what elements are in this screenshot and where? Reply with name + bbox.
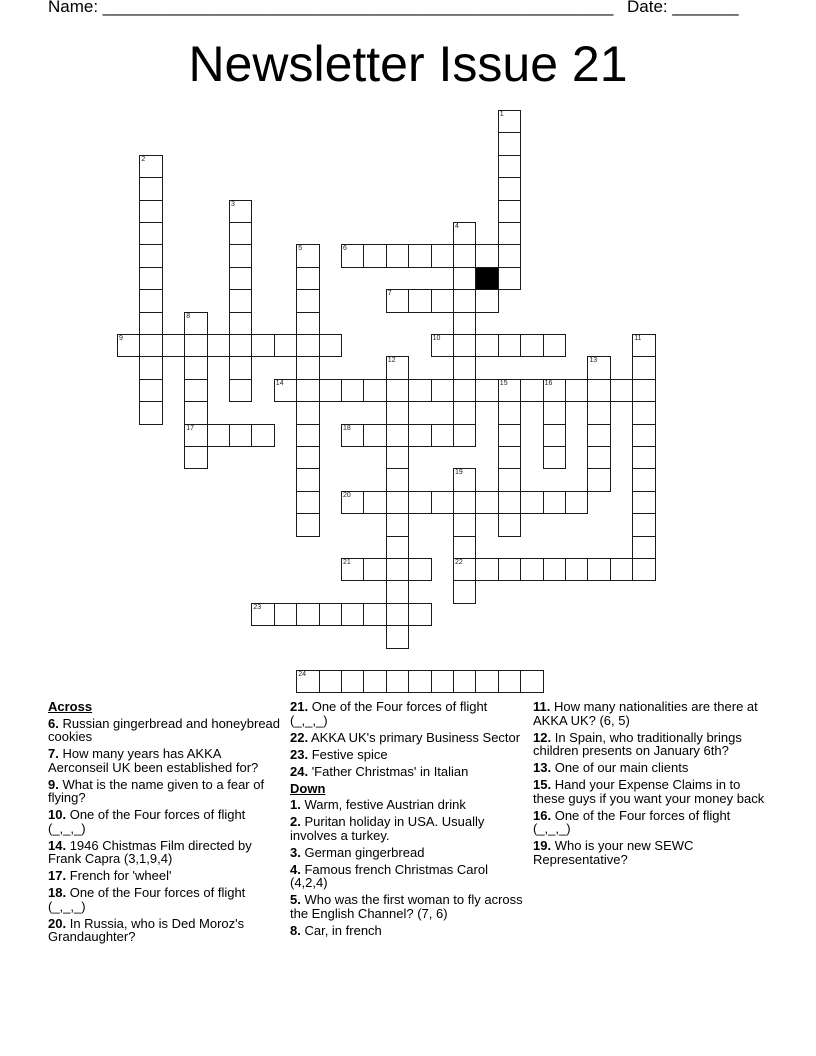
grid-cell[interactable] xyxy=(408,289,431,312)
grid-cell[interactable] xyxy=(543,379,566,402)
page-title: Newsletter Issue 21 xyxy=(188,36,628,92)
clue-number: 19 xyxy=(455,469,463,477)
grid-cell[interactable] xyxy=(498,468,521,491)
grid-cell[interactable] xyxy=(498,222,521,245)
grid-cell[interactable] xyxy=(543,558,566,581)
grid-cell[interactable] xyxy=(431,491,454,514)
grid-cell[interactable] xyxy=(296,670,319,693)
grid-cell[interactable] xyxy=(632,446,655,469)
clue-number: 10 xyxy=(432,335,441,342)
grid-cell[interactable] xyxy=(386,468,409,491)
grid-cell[interactable] xyxy=(139,312,162,335)
grid-cell[interactable] xyxy=(475,244,498,267)
grid-cell[interactable] xyxy=(207,424,230,447)
grid-cell[interactable] xyxy=(386,491,409,514)
clue-column-3 xyxy=(533,700,768,870)
grid-cell[interactable] xyxy=(386,513,409,536)
clue-number: 22 xyxy=(455,559,463,566)
grid-cell[interactable] xyxy=(408,491,431,514)
clue-number: 14 xyxy=(275,379,284,387)
grid-cell[interactable] xyxy=(520,334,543,357)
grid-cell[interactable] xyxy=(229,267,252,290)
grid-cell[interactable] xyxy=(184,379,207,402)
grid-cell[interactable] xyxy=(610,558,633,581)
grid-cell[interactable] xyxy=(207,334,230,357)
clue-across-9: 9. What is the name given to a fear of flying? xyxy=(48,776,265,805)
grid-cell[interactable] xyxy=(543,401,566,424)
grid-cell[interactable] xyxy=(498,267,521,290)
grid-cell[interactable] xyxy=(587,558,610,581)
grid-cell[interactable] xyxy=(543,446,566,469)
clue-across-23: 23. Festive spice xyxy=(290,746,388,762)
grid-cell[interactable] xyxy=(386,244,409,267)
grid-cell[interactable] xyxy=(543,491,566,514)
grid-cell[interactable] xyxy=(296,491,319,514)
grid-cell[interactable] xyxy=(184,401,207,424)
grid-cell[interactable] xyxy=(363,491,386,514)
grid-cell[interactable] xyxy=(632,356,655,379)
grid-cell[interactable] xyxy=(498,446,521,469)
grid-cell[interactable] xyxy=(610,379,633,402)
clue-across-20: 20. In Russia, who is Ded Moroz's Grandaughter? xyxy=(48,915,245,944)
grid-cell[interactable] xyxy=(475,670,498,693)
grid-cell[interactable] xyxy=(139,177,162,200)
grid-cell[interactable] xyxy=(386,379,409,402)
grid-cell[interactable] xyxy=(296,289,319,312)
clue-across-10: 10. One of the Four forces of flight (_,_,_) xyxy=(48,807,246,836)
grid-cell[interactable] xyxy=(431,424,454,447)
grid-cell[interactable] xyxy=(139,244,162,267)
grid-cell[interactable] xyxy=(520,558,543,581)
grid-cell[interactable] xyxy=(184,446,207,469)
grid-cell[interactable] xyxy=(251,424,274,447)
grid-cell[interactable] xyxy=(386,603,409,626)
grid-cell[interactable] xyxy=(319,334,342,357)
grid-cell[interactable] xyxy=(431,289,454,312)
grid-cell[interactable] xyxy=(475,491,498,514)
grid-cell[interactable] xyxy=(453,424,476,447)
grid-cell[interactable] xyxy=(229,424,252,447)
grid-cell[interactable] xyxy=(498,491,521,514)
grid-cell[interactable] xyxy=(363,379,386,402)
grid-cell[interactable] xyxy=(453,222,476,245)
grid-cell[interactable] xyxy=(431,670,454,693)
grid-cell[interactable] xyxy=(498,132,521,155)
grid-cell[interactable] xyxy=(274,603,297,626)
grid-cell[interactable] xyxy=(587,424,610,447)
clue-down-8: 8. Car, in french xyxy=(290,922,382,938)
grid-cell[interactable] xyxy=(632,513,655,536)
grid-cell[interactable] xyxy=(296,424,319,447)
grid-cell[interactable] xyxy=(274,379,297,402)
grid-cell[interactable] xyxy=(431,244,454,267)
grid-cell[interactable] xyxy=(498,670,521,693)
grid-cell[interactable] xyxy=(453,513,476,536)
grid-cell[interactable] xyxy=(498,558,521,581)
grid-cell[interactable] xyxy=(229,289,252,312)
clue-across-7: 7. How many years has AKKA Aerconseil UK been established for? xyxy=(48,746,259,775)
grid-cell[interactable] xyxy=(319,603,342,626)
clue-down-12: 12. In Spain, who traditionally brings children presents on January 6th? xyxy=(533,729,742,758)
grid-cell[interactable] xyxy=(453,401,476,424)
clue-down-11: 11. How many nationalities are there at AKKA UK? (6, 5) xyxy=(533,699,758,728)
grid-cell[interactable] xyxy=(274,334,297,357)
clue-number: 13 xyxy=(589,357,598,365)
clue-number: 24 xyxy=(298,671,306,678)
grid-cell[interactable] xyxy=(341,558,364,581)
grid-cell[interactable] xyxy=(139,401,162,424)
grid-cell[interactable] xyxy=(363,244,386,267)
grid-cell[interactable] xyxy=(475,558,498,581)
grid-cell[interactable] xyxy=(139,155,162,178)
clue-number: 9 xyxy=(119,335,123,342)
clue-down-13: 13. One of our main clients xyxy=(533,760,689,775)
grid-cell[interactable] xyxy=(296,446,319,469)
grid-cell[interactable] xyxy=(363,603,386,626)
grid-cell[interactable] xyxy=(341,379,364,402)
grid-cell[interactable] xyxy=(229,356,252,379)
grid-cell[interactable] xyxy=(251,334,274,357)
grid-cell[interactable] xyxy=(139,334,162,357)
clue-down-2: 2. Puritan holiday in USA. Usually involves a turkey. xyxy=(290,814,485,843)
grid-cell[interactable] xyxy=(229,244,252,267)
grid-cell[interactable] xyxy=(587,356,610,379)
grid-cell[interactable] xyxy=(386,446,409,469)
clue-number: 2 xyxy=(141,155,146,163)
grid-cell[interactable] xyxy=(565,491,588,514)
grid-cell[interactable] xyxy=(498,513,521,536)
grid-cell[interactable] xyxy=(296,603,319,626)
grid-cell[interactable] xyxy=(587,468,610,491)
grid-cell[interactable] xyxy=(453,289,476,312)
clue-number: 20 xyxy=(343,491,351,499)
clue-number: 12 xyxy=(387,357,396,365)
grid-cell[interactable] xyxy=(632,491,655,514)
grid-cell[interactable] xyxy=(363,670,386,693)
clue-number: 11 xyxy=(634,335,642,342)
grid-cell[interactable] xyxy=(296,379,319,402)
grid-cell[interactable] xyxy=(498,110,521,133)
grid-cell[interactable] xyxy=(587,446,610,469)
grid-cell[interactable] xyxy=(453,580,476,603)
grid-cell[interactable] xyxy=(139,200,162,223)
grid-cell[interactable] xyxy=(498,379,521,402)
grid-cell[interactable] xyxy=(386,625,409,648)
grid-cell[interactable] xyxy=(498,334,521,357)
date-field-label: Date: _______ xyxy=(627,0,739,16)
grid-cell[interactable] xyxy=(296,356,319,379)
grid-cell[interactable] xyxy=(431,334,454,357)
grid-cell[interactable] xyxy=(229,312,252,335)
grid-cell[interactable] xyxy=(386,401,409,424)
grid-cell[interactable] xyxy=(229,334,252,357)
grid-cell[interactable] xyxy=(520,491,543,514)
grid-cell[interactable] xyxy=(632,558,655,581)
grid-cell[interactable] xyxy=(139,379,162,402)
grid-cell[interactable] xyxy=(453,468,476,491)
grid-cell[interactable] xyxy=(408,603,431,626)
grid-cell[interactable] xyxy=(498,200,521,223)
grid-cell[interactable] xyxy=(363,424,386,447)
grid-cell[interactable] xyxy=(431,379,454,402)
grid-cell[interactable] xyxy=(587,379,610,402)
grid-cell[interactable] xyxy=(184,424,207,447)
name-field-label: Name: ______________________________________________________ xyxy=(48,0,614,16)
grid-cell[interactable] xyxy=(632,424,655,447)
grid-cell[interactable] xyxy=(341,603,364,626)
grid-cell[interactable] xyxy=(453,558,476,581)
clue-down-1: 1. Warm, festive Austrian drink xyxy=(290,797,466,812)
grid-cell[interactable] xyxy=(229,379,252,402)
grid-cell[interactable] xyxy=(386,558,409,581)
clue-down-19: 19. Who is your new SEWC Representative? xyxy=(533,838,694,867)
grid-cell[interactable] xyxy=(565,558,588,581)
grid-cell[interactable] xyxy=(184,334,207,357)
grid-cell[interactable] xyxy=(475,334,498,357)
grid-cell[interactable] xyxy=(319,670,342,693)
grid-cell[interactable] xyxy=(408,424,431,447)
clue-column-2 xyxy=(290,700,525,941)
clue-number: 7 xyxy=(387,290,392,298)
clue-across-17: 17. French for 'wheel' xyxy=(48,868,172,883)
clue-down-5: 5. Who was the first woman to fly across the English Channel? (7, 6) xyxy=(290,892,523,921)
clue-down-4: 4. Famous french Christmas Carol (4,2,4) xyxy=(290,861,488,890)
grid-cell[interactable] xyxy=(498,177,521,200)
grid-cell[interactable] xyxy=(520,670,543,693)
grid-cell[interactable] xyxy=(475,379,498,402)
grid-cell[interactable] xyxy=(632,401,655,424)
grid-cell[interactable] xyxy=(632,468,655,491)
grid-cell[interactable] xyxy=(341,244,364,267)
clue-number: 21 xyxy=(343,559,351,566)
grid-cell[interactable] xyxy=(386,580,409,603)
grid-cell[interactable] xyxy=(453,670,476,693)
grid-cell[interactable] xyxy=(296,513,319,536)
grid-cell[interactable] xyxy=(139,289,162,312)
clue-number: 16 xyxy=(544,379,553,387)
grid-cell[interactable] xyxy=(453,312,476,335)
grid-cell[interactable] xyxy=(251,603,274,626)
grid-cell[interactable] xyxy=(587,401,610,424)
grid-cell[interactable] xyxy=(475,289,498,312)
grid-cell[interactable] xyxy=(408,379,431,402)
grid-cell[interactable] xyxy=(498,424,521,447)
clue-number: 18 xyxy=(343,424,351,432)
grid-cell[interactable] xyxy=(453,334,476,357)
grid-cell[interactable] xyxy=(341,424,364,447)
grid-cell[interactable] xyxy=(229,222,252,245)
black-cell xyxy=(475,267,498,290)
clue-number: 8 xyxy=(186,312,191,320)
grid-cell[interactable] xyxy=(408,670,431,693)
grid-cell[interactable] xyxy=(632,379,655,402)
clue-column-1 xyxy=(48,700,280,947)
grid-cell[interactable] xyxy=(296,468,319,491)
grid-cell[interactable] xyxy=(386,424,409,447)
grid-cell[interactable] xyxy=(162,334,185,357)
grid-cell[interactable] xyxy=(498,401,521,424)
grid-cell[interactable] xyxy=(139,356,162,379)
grid-cell[interactable] xyxy=(363,558,386,581)
clue-across-24: 24. 'Father Christmas' in Italian xyxy=(290,763,469,779)
clue-across-21: 21. One of the Four forces of flight (_,_,_) xyxy=(290,699,488,728)
clue-down-16: 16. One of the Four forces of flight (_,_,_) xyxy=(533,807,731,836)
grid-cell[interactable] xyxy=(453,536,476,559)
grid-cell[interactable] xyxy=(139,267,162,290)
grid-cell[interactable] xyxy=(117,334,140,357)
clue-number: 5 xyxy=(298,245,303,253)
grid-cell[interactable] xyxy=(296,401,319,424)
clue-down-3: 3. German gingerbread xyxy=(290,844,425,860)
grid-cell[interactable] xyxy=(386,356,409,379)
clue-number: 1 xyxy=(499,111,504,118)
grid-cell[interactable] xyxy=(498,155,521,178)
grid-cell[interactable] xyxy=(296,334,319,357)
grid-cell[interactable] xyxy=(296,267,319,290)
clue-across-22: 22. AKKA UK's primary Business Sector xyxy=(290,729,521,745)
grid-cell[interactable] xyxy=(632,536,655,559)
grid-cell[interactable] xyxy=(386,289,409,312)
clue-number: 3 xyxy=(231,200,235,208)
grid-cell[interactable] xyxy=(543,424,566,447)
grid-cell[interactable] xyxy=(341,491,364,514)
grid-cell[interactable] xyxy=(184,312,207,335)
grid-cell[interactable] xyxy=(453,379,476,402)
clue-down-15: 15. Hand your Expense Claims in to these guys if you want your money back xyxy=(533,777,765,806)
clue-number: 15 xyxy=(499,379,508,387)
grid-cell[interactable] xyxy=(408,558,431,581)
grid-cell[interactable] xyxy=(386,536,409,559)
clue-across-6: 6. Russian gingerbread and honeybread cookies xyxy=(48,715,281,744)
down-heading: Down xyxy=(290,780,326,796)
clue-number: 6 xyxy=(343,245,347,253)
clue-number: 17 xyxy=(186,424,194,432)
grid-cell[interactable] xyxy=(632,334,655,357)
grid-cell[interactable] xyxy=(296,244,319,267)
grid-cell[interactable] xyxy=(184,356,207,379)
grid-cell[interactable] xyxy=(453,244,476,267)
grid-cell[interactable] xyxy=(498,244,521,267)
clue-across-18: 18. One of the Four forces of flight (_,_,_) xyxy=(48,885,246,914)
grid-cell[interactable] xyxy=(229,200,252,223)
grid-cell[interactable] xyxy=(520,379,543,402)
grid-cell[interactable] xyxy=(386,670,409,693)
clue-number: 4 xyxy=(455,223,459,230)
across-heading: Across xyxy=(48,699,93,714)
grid-cell[interactable] xyxy=(453,491,476,514)
grid-cell[interactable] xyxy=(341,670,364,693)
grid-cell[interactable] xyxy=(453,356,476,379)
grid-cell[interactable] xyxy=(408,244,431,267)
grid-cell[interactable] xyxy=(453,267,476,290)
grid-cell[interactable] xyxy=(565,379,588,402)
clue-number: 23 xyxy=(253,603,262,611)
grid-cell[interactable] xyxy=(543,334,566,357)
clue-across-14: 14. 1946 Chistmas Film directed by Frank Capra (3,1,9,4) xyxy=(48,837,252,866)
grid-cell[interactable] xyxy=(296,312,319,335)
grid-cell[interactable] xyxy=(139,222,162,245)
grid-cell[interactable] xyxy=(319,379,342,402)
